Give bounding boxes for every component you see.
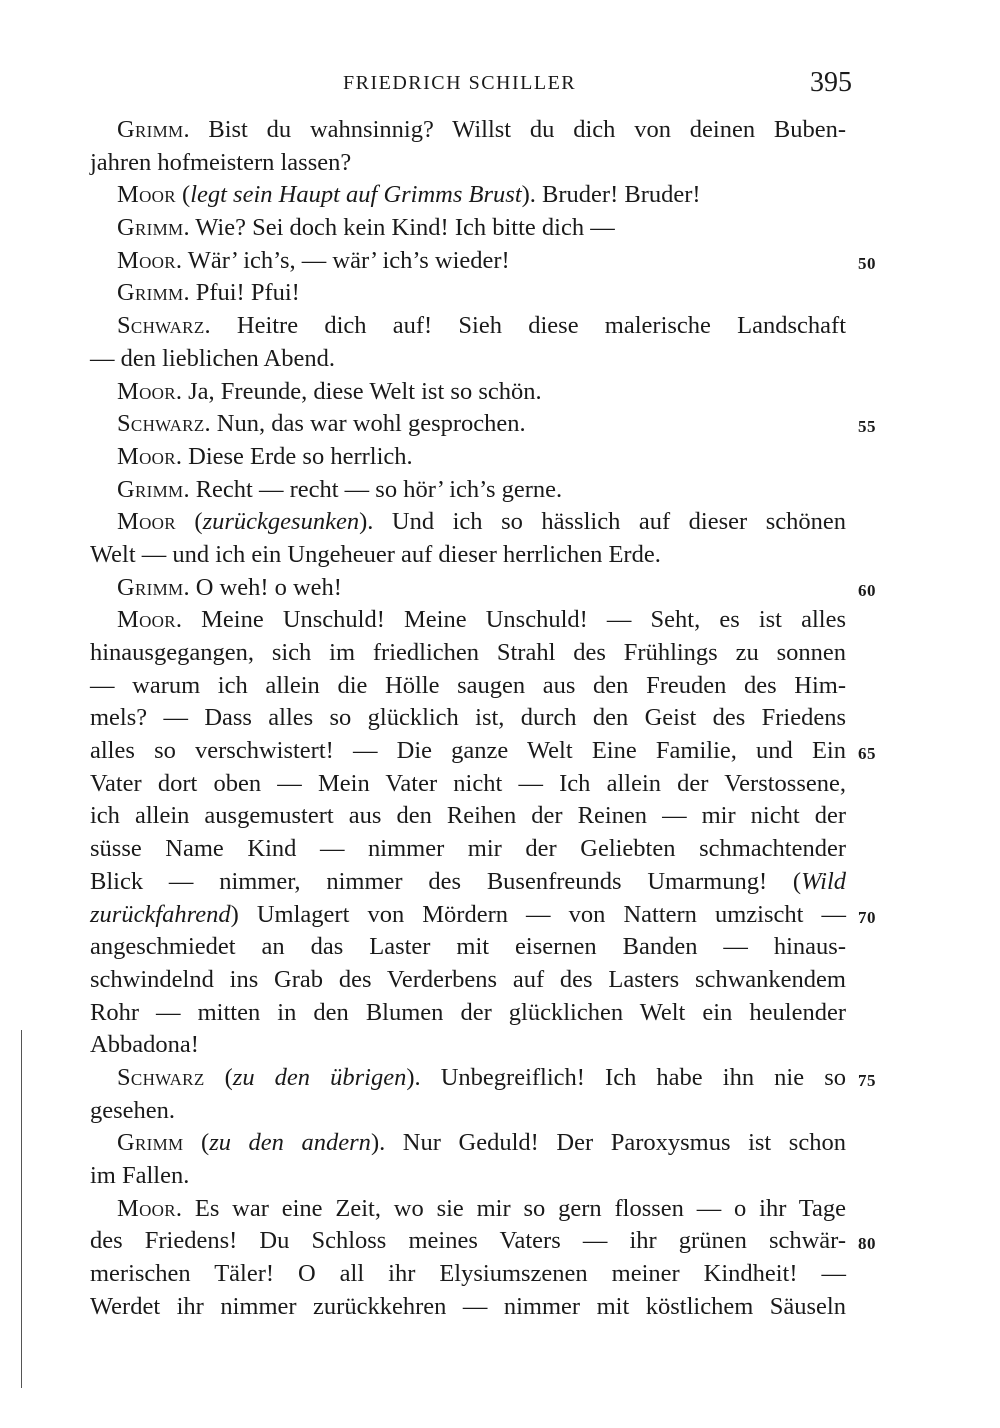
line-number: 60 [858, 580, 876, 600]
dialogue-text: ). Nur Geduld! Der Paroxysmus ist schon [370, 1129, 846, 1157]
page-number: 395 [810, 67, 852, 98]
speaker-name: Grimm [117, 475, 184, 503]
dialogue-text: ) Umlagert von Mördern — von Nattern umzischt — [230, 900, 846, 928]
dialogue-text: . Meine Unschuld! Meine Unschuld! — Seht, es ist alles [175, 606, 846, 634]
dialogue-text: . Heitre dich auf! Sieh diese malerische Landschaft [204, 312, 846, 340]
text-line [90, 604, 846, 637]
text-line [90, 114, 846, 147]
dialogue-text: . Es war eine Zeit, wo sie mir so gern flossen — o ihr Tage [175, 1194, 846, 1222]
text-line [90, 702, 846, 735]
speaker-name: Moor [117, 606, 176, 634]
speaker-name: Grimm [117, 279, 184, 307]
page-header [0, 67, 1000, 107]
speaker-name: Moor [117, 442, 176, 470]
text-line [90, 1160, 846, 1193]
dialogue-text: ( [183, 1129, 210, 1157]
line-number: 75 [858, 1070, 876, 1090]
dialogue-text: des Friedens! Du Schloss meines Vaters — ihr grünen schwär- [90, 1227, 846, 1255]
text-line [90, 572, 876, 605]
stage-direction: zu den übrigen [232, 1063, 407, 1091]
text-line [90, 147, 846, 180]
dialogue-text: hinausgegangen, sich im friedlichen Strahl des Frühlings zu sonnen [90, 639, 846, 666]
text-line [90, 310, 846, 343]
text-line [90, 1062, 876, 1095]
text-line [90, 245, 876, 278]
text-line [90, 506, 846, 539]
speaker-name: Moor [117, 508, 176, 536]
text-line [90, 1095, 846, 1128]
text-line [90, 735, 876, 768]
dialogue-text: Blick — nimmer, nimmer des Busenfreunds Umarmung! ( [90, 867, 802, 895]
dialogue-text: im Fallen. [90, 1162, 190, 1189]
stage-direction: legt sein Haupt auf Grimms Brust [190, 181, 522, 209]
dialogue-text: — warum ich allein die Hölle saugen aus den Freuden des Him- [90, 671, 846, 699]
line-number: 50 [858, 253, 876, 273]
text-line [90, 637, 846, 670]
text-line [90, 964, 846, 997]
text-line [90, 343, 846, 376]
dialogue-text: Abbadona! [90, 1031, 199, 1059]
text-line [90, 1127, 846, 1160]
dialogue-text: angeschmiedet an das Laster mit eisernen Banden — hinaus- [90, 933, 846, 961]
dialogue-text: merischen Täler! O all ihr Elysiumszenen meiner Kindheit! — [90, 1260, 846, 1288]
text-line [90, 768, 846, 801]
dialogue-text: mels? — Dass alles so glücklich ist, durch den Geist des Friedens [90, 704, 846, 732]
text-line [90, 376, 846, 409]
text-line [90, 997, 846, 1030]
speaker-name: Grimm [117, 1129, 184, 1157]
speaker-name: Grimm [117, 573, 184, 601]
line-number: 55 [858, 417, 876, 437]
dialogue-text: Werdet ihr nimmer zurückkehren — nimmer mit köstlichem Säuseln [90, 1292, 846, 1320]
text-line [90, 277, 846, 310]
dialogue-text: ( [204, 1063, 233, 1091]
text-line [90, 1029, 846, 1062]
text-line [90, 899, 876, 932]
dialogue-text: . Nun, das war wohl gesprochen. [204, 410, 526, 438]
running-title: FRIEDRICH SCHILLER [343, 72, 577, 94]
speaker-name: Schwarz [117, 312, 205, 340]
line-number: 65 [858, 744, 876, 764]
speaker-name: Moor [117, 181, 176, 209]
stage-direction: zurückgesunken [202, 508, 360, 536]
speaker-name: Moor [117, 1194, 176, 1222]
dialogue-text: . Pfui! Pfui! [183, 279, 300, 307]
dialogue-text: ). Unbegreiflich! Ich habe ihn nie so [406, 1063, 846, 1091]
dialogue-text: . Ja, Freunde, diese Welt ist so schön. [175, 377, 542, 405]
dialogue-text: ). Und ich so hässlich auf dieser schönen [359, 508, 846, 536]
text-line [90, 539, 846, 572]
dialogue-text: . Diese Erde so herrlich. [175, 442, 413, 470]
speaker-name: Moor [117, 246, 176, 274]
speaker-name: Schwarz [117, 1063, 205, 1091]
margin-rule [21, 1030, 22, 1388]
dialogue-text: ich allein ausgemustert aus den Reihen der Reinen — mir nicht der [90, 802, 846, 830]
text-line [90, 474, 846, 507]
dialogue-text: Vater dort oben — Mein Vater nicht — Ich allein der Verstossene, [90, 769, 846, 797]
dialogue-text: süsse Name Kind — nimmer mir der Geliebten schmachtender [90, 835, 846, 863]
dialogue-text: jahren hofmeistern lassen? [90, 148, 352, 176]
dialogue-text: — den lieblichen Abend. [90, 344, 335, 372]
dialogue-text: ( [175, 508, 203, 536]
stage-direction: zurückfahrend [90, 900, 231, 928]
dialogue-text: . Wie? Sei doch kein Kind! Ich bitte dich — [183, 214, 615, 242]
speaker-name: Moor [117, 377, 176, 405]
text-line [90, 1225, 876, 1258]
speaker-name: Grimm [117, 116, 184, 143]
speaker-name: Schwarz [117, 410, 205, 438]
text-line [90, 670, 846, 703]
text-line [90, 800, 846, 833]
dialogue-text: alles so verschwistert! — Die ganze Welt Eine Familie, und Ein [90, 737, 846, 765]
text-line [90, 179, 846, 212]
text-line [90, 866, 846, 899]
text-line [90, 1258, 846, 1291]
dialogue-text: . Wär’ ich’s, — wär’ ich’s wieder! [175, 246, 510, 274]
play-text [90, 114, 876, 1323]
text-line [90, 441, 846, 474]
dialogue-text: . Bist du wahnsinnig? Willst du dich von deinen Buben- [183, 116, 846, 143]
dialogue-text: . Recht — recht — so hör’ ich’s gerne. [183, 475, 563, 503]
dialogue-text: schwindelnd ins Grab des Verderbens auf des Lasters schwankendem [90, 965, 846, 993]
dialogue-text: Welt — und ich ein Ungeheuer auf dieser herrlichen Erde. [90, 540, 661, 568]
stage-direction: Wild [801, 867, 846, 895]
text-line [90, 1291, 846, 1324]
dialogue-text: ( [175, 181, 191, 209]
line-number: 80 [858, 1234, 876, 1254]
text-line [90, 1193, 846, 1226]
speaker-name: Grimm [117, 214, 184, 242]
dialogue-text: gesehen. [90, 1096, 176, 1124]
text-line [90, 931, 846, 964]
text-line [90, 833, 846, 866]
stage-direction: zu den andern [209, 1129, 371, 1157]
text-line [90, 212, 846, 245]
line-number: 70 [858, 907, 876, 927]
dialogue-text: ). Bruder! Bruder! [521, 181, 701, 209]
dialogue-text: . O weh! o weh! [183, 573, 342, 601]
dialogue-text: Rohr — mitten in den Blumen der glücklichen Welt ein heulender [90, 998, 846, 1026]
text-line [90, 408, 876, 441]
